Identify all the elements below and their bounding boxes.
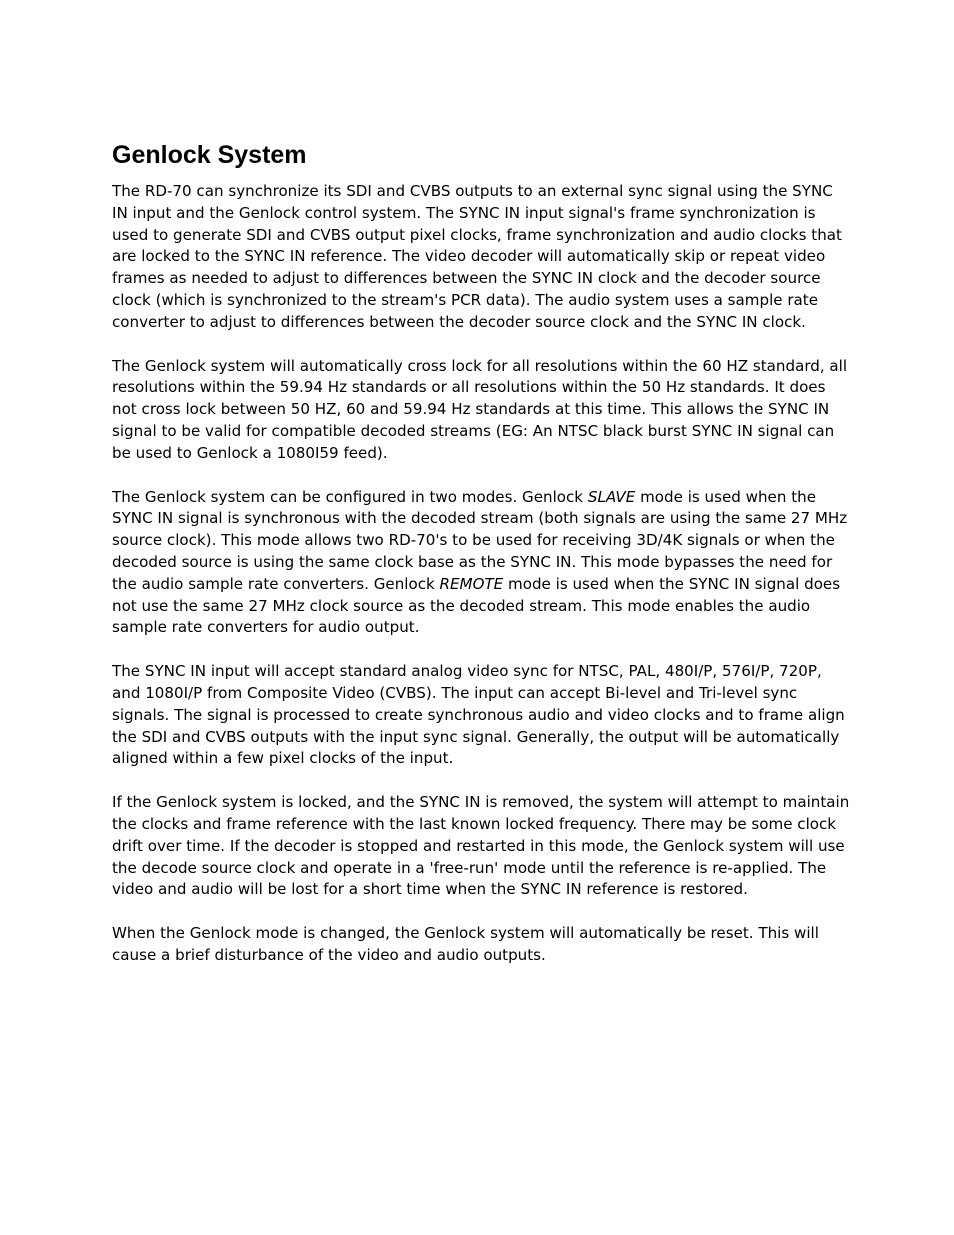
paragraph-intro: The RD-70 can synchronize its SDI and CVBS outputs to an external sync signal using the SYNC IN input and the Genlock control system. The SYNC IN input signal's frame synchronization is used to generate SDI and CVBS output pixel clocks, frame synchronization and audio clocks that are locked to the SYNC IN reference. The video decoder will automatically skip or repeat video frames as needed to adjust to differences between the SYNC IN clock and the decoder source clock (which is synchronized to the stream's PCR data). The audio system uses a sample rate converter to adjust to differences between the decoder source clock and the SYNC IN clock. [112, 182, 842, 331]
modes-text-c: mode is used when the SYNC IN signal does not use the same 27 MHz clock source as the decoded stream. This mode enables the audio sample rate converters for audio output. [112, 574, 841, 637]
paragraph-mode-change: When the Genlock mode is changed, the Genlock system will automatically be reset. This will cause a brief disturbance of the video and audio outputs. [112, 924, 819, 964]
modes-text-a: The Genlock system can be configured in two modes. Genlock [112, 487, 588, 506]
page-title: Genlock System [112, 141, 307, 169]
document-body [112, 139, 852, 989]
modes-text-b: mode is used when the SYNC IN signal is synchronous with the decoded stream (both signals are using the same 27 MHz source clock). This mode allows two RD-70's to be used for receiving 3D/4K signals or when the decoded source is using the same clock base as the SYNC IN. This mode bypasses the need for the audio sample rate converters. Genlock [112, 487, 848, 593]
paragraph-sync-input: The SYNC IN input will accept standard analog video sync for NTSC, PAL, 480I/P, 576I/P, 720P, and 1080I/P from Composite Video (CVBS). The input can accept Bi-level and Tri-level sync signals. The signal is processed to create synchronous audio and video clocks and to frame align the SDI and CVBS outputs with the input sync signal. Generally, the output will be automatically aligned within a few pixel clocks of the input. [112, 662, 845, 768]
slave-mode-term: SLAVE [587, 487, 636, 506]
remote-mode-term: REMOTE [439, 574, 504, 593]
paragraph-sync-removed: If the Genlock system is locked, and the SYNC IN is removed, the system will attempt to maintain the clocks and frame reference with the last known locked frequency. There may be some clock drift over time. If the decoder is stopped and restarted in this mode, the Genlock system will use the decode source clock and operate in a 'free-run' mode until the reference is re-applied. The video and audio will be lost for a short time when the SYNC IN reference is restored. [112, 793, 850, 899]
paragraph-modes [112, 487, 852, 640]
paragraph-cross-lock: The Genlock system will automatically cross lock for all resolutions within the 60 HZ standard, all resolutions within the 59.94 Hz standards or all resolutions within the 50 Hz standards. It does not cross lock between 50 HZ, 60 and 59.94 Hz standards at this time. This allows the SYNC IN signal to be valid for compatible decoded streams (EG: An NTSC black burst SYNC IN signal can be used to Genlock a 1080I59 feed). [112, 356, 848, 462]
